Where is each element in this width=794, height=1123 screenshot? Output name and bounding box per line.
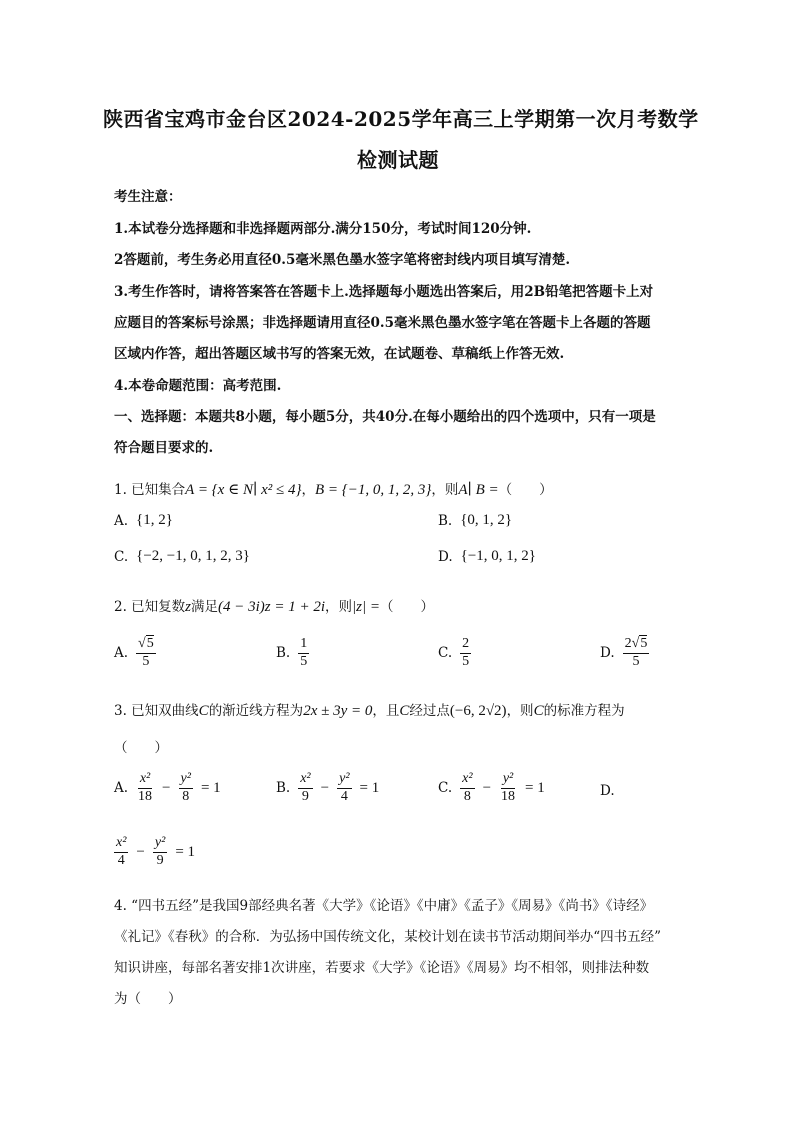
q2-option-c: C. $\frac{2}{5}$ [438, 636, 470, 669]
q3-option-a: A. $\frac{\text{x²}}{18}$ − $\frac{\text{y²}}{8}$ = 1 [114, 771, 221, 804]
q1-option-b: B. {0, 1, 2} [438, 512, 513, 529]
notice-item-4: 4.本卷命题范围：高考范围. [114, 378, 282, 394]
page-title: 陕西省宝鸡市金台区2024-2025学年高三上学期第一次月考数学 [103, 107, 699, 131]
question-1 [114, 478, 553, 499]
q3-option-b: B. $\frac{\text{x²}}{9}$ − $\frac{\text{y²}}{4}$ = 1 [276, 771, 380, 804]
q3-option-d: $\frac{\text{x²}}{4}$ − $\frac{\text{y²}}{9}$ = 1 [116, 835, 196, 868]
q1-option-d: D. {−1, 0, 1, 2} [438, 548, 536, 565]
q3-option-c: C. $\frac{\text{x²}}{8}$ − $\frac{\text{y²}}{18}$ = 1 [438, 771, 545, 804]
q1-prefix: 1. 已知集合 [114, 482, 186, 498]
question-2: 2. 已知复数z满足(4 − 3i)z = 1 + 2i，则|z| =（ ） [114, 599, 435, 615]
notice-item-3-line3: 区域内作答，超出答题区域书写的答案无效，在试题卷、草稿纸上作答无效. [114, 346, 565, 362]
q1-option-c: C. {−2, −1, 0, 1, 2, 3} [114, 548, 250, 565]
notice-item-3-line2: 应题目的答案标号涂黑；非选择题请用直径0.5毫米黑色墨水签字笔在答题卡上各题的答题 [114, 315, 651, 331]
notice-item-2: 2答题前，考生务必用直径0.5毫米黑色墨水签字笔将密封线内项目填写清楚. [114, 252, 571, 268]
notice-item-1: 1.本试卷分选择题和非选择题两部分.满分150分，考试时间120分钟. [114, 221, 532, 237]
question-4-line2: 《礼记》《春秋》的合称．为弘扬中国传统文化，某校计划在读书节活动期间举办“四书五经” [114, 929, 662, 945]
notice-heading: 考生注意： [114, 189, 182, 205]
q3-paren: （ ） [114, 740, 168, 756]
q3-option-d-label: D. [600, 783, 615, 799]
q1-expr: A∣ B = [458, 482, 499, 498]
q2-option-a: A. $\frac{√5}{5}$ [114, 636, 154, 669]
question-4-line1: 4. “四书五经”是我国9部经典名著《大学》《论语》《中庸》《孟子》《周易》《尚书》《诗经》 [114, 898, 654, 914]
q1-ask: ，则 [431, 482, 459, 498]
q1-set-b: B = {−1, 0, 1, 2, 3} [314, 482, 432, 498]
q1-option-a: A. {1, 2} [114, 512, 173, 529]
question-4-line3: 知识讲座，每部名著安排1次讲座，若要求《大学》《论语》《周易》均不相邻，则排法种数 [114, 960, 650, 976]
page-title-line2: 检测试题 [357, 148, 439, 172]
section-heading-line2: 符合题目要求的. [114, 440, 214, 456]
q2-option-d: D. $\frac{2√5}{5}$ [600, 636, 648, 669]
q1-paren: （ ） [498, 482, 553, 498]
q2-option-b: B. $\frac{1}{5}$ [276, 636, 308, 669]
question-4-line4: 为（ ） [114, 991, 182, 1007]
notice-item-3-line1: 3.考生作答时，请将答案答在答题卡上.选择题每小题选出答案后，用2B铅笔把答题卡上对 [114, 284, 654, 300]
question-3: 3. 已知双曲线C的渐近线方程为2x ± 3y = 0，且C经过点(−6, 2√2)，则C的标准方程为 [114, 703, 625, 719]
section-heading: 一、选择题：本题共8小题，每小题5分，共40分.在每小题给出的四个选项中，只有一项是 [114, 409, 656, 425]
q1-set-a: A = {x ∈ N∣ x² ≤ 4} [185, 482, 302, 498]
q1-sep: ， [301, 482, 315, 498]
